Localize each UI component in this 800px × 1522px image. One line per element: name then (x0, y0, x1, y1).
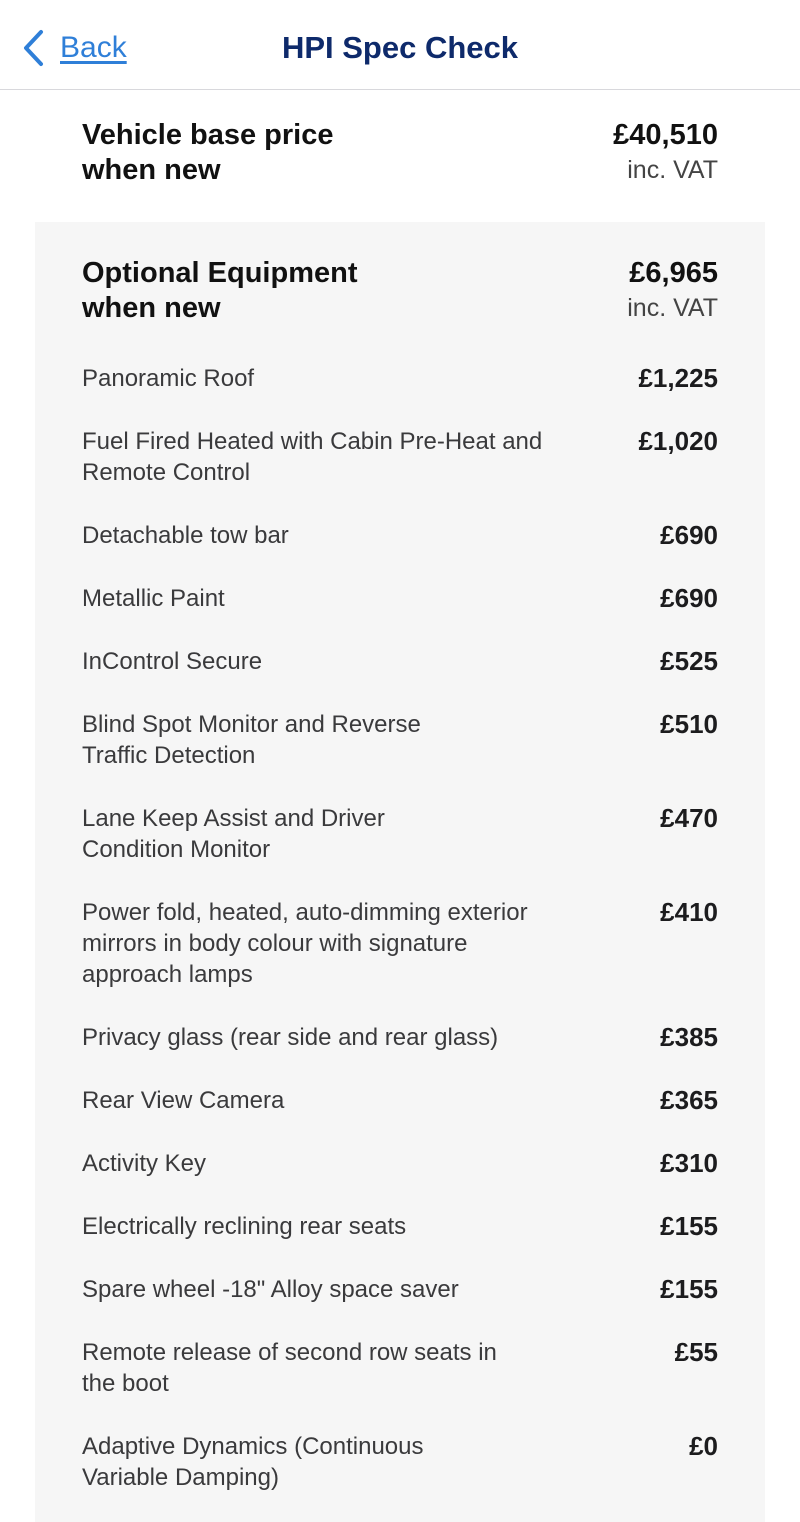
equipment-name-line: approach lamps (82, 961, 253, 988)
equipment-row (82, 897, 718, 990)
equipment-price: £55 (674, 1337, 718, 1367)
base-price-label (82, 118, 412, 188)
equipment-price: £155 (660, 1211, 718, 1241)
optional-equipment-label-line2: when new (82, 292, 221, 324)
equipment-name-line: Condition Monitor (82, 836, 271, 863)
equipment-row (82, 1085, 718, 1116)
equipment-name-line: Adaptive Dynamics (Continuous (82, 1433, 424, 1460)
base-price-value (613, 118, 718, 187)
base-price-amount: £40,510 (613, 119, 718, 151)
equipment-name (82, 520, 602, 551)
equipment-name (82, 1274, 602, 1305)
optional-equipment-panel (35, 222, 765, 1522)
equipment-price: £410 (660, 897, 718, 927)
equipment-row (82, 363, 718, 394)
equipment-row (82, 1337, 718, 1399)
base-price-label-line1: Vehicle base price (82, 119, 334, 151)
equipment-row (82, 583, 718, 614)
equipment-price: £1,020 (638, 426, 718, 456)
equipment-name (82, 646, 602, 677)
equipment-name-line: Variable Damping) (82, 1464, 279, 1491)
equipment-price: £525 (660, 646, 718, 676)
equipment-name-line: Detachable tow bar (82, 522, 289, 549)
equipment-row (82, 803, 718, 865)
equipment-name-line: Activity Key (82, 1150, 207, 1177)
optional-equipment-label-line1: Optional Equipment (82, 257, 358, 289)
equipment-name (82, 803, 602, 865)
equipment-name-line: Metallic Paint (82, 585, 225, 612)
equipment-name-line: Electrically reclining rear seats (82, 1213, 407, 1240)
equipment-price: £0 (689, 1431, 718, 1461)
back-label[interactable]: Back (60, 31, 127, 64)
equipment-price: £690 (660, 520, 718, 550)
equipment-price: £690 (660, 583, 718, 613)
equipment-name-line: Lane Keep Assist and Driver (82, 805, 385, 832)
navigation-bar (0, 0, 800, 90)
equipment-row (82, 1148, 718, 1179)
equipment-name-line: Blind Spot Monitor and Reverse (82, 711, 421, 738)
equipment-price: £310 (660, 1148, 718, 1178)
equipment-row (82, 1022, 718, 1053)
equipment-name-line: the boot (82, 1370, 169, 1397)
equipment-name-line: Spare wheel -18" Alloy space saver (82, 1276, 459, 1303)
equipment-name (82, 363, 602, 394)
equipment-name (82, 583, 602, 614)
equipment-name (82, 1085, 602, 1116)
equipment-price: £385 (660, 1022, 718, 1052)
equipment-name (82, 709, 602, 771)
base-price-vat-note: inc. VAT (627, 156, 718, 184)
equipment-price: £365 (660, 1085, 718, 1115)
equipment-name (82, 1337, 602, 1399)
equipment-name-line: Panoramic Roof (82, 365, 255, 392)
equipment-name (82, 1022, 602, 1053)
equipment-price: £155 (660, 1274, 718, 1304)
base-price-section (82, 118, 718, 188)
optional-equipment-value (627, 256, 718, 325)
equipment-name (82, 897, 602, 990)
equipment-name (82, 1148, 602, 1179)
optional-equipment-header (82, 256, 718, 326)
equipment-price: £470 (660, 803, 718, 833)
base-price-label-line2: when new (82, 154, 221, 186)
equipment-name-line: Remote release of second row seats in (82, 1339, 497, 1366)
equipment-name-line: Traffic Detection (82, 742, 256, 769)
equipment-row (82, 520, 718, 551)
optional-equipment-vat-note: inc. VAT (627, 294, 718, 322)
equipment-name (82, 1211, 602, 1242)
page-title: HPI Spec Check (281, 30, 519, 65)
equipment-row (82, 646, 718, 677)
equipment-row (82, 709, 718, 771)
equipment-name (82, 426, 602, 488)
equipment-row (82, 426, 718, 488)
equipment-name (82, 1431, 602, 1493)
optional-equipment-label (82, 256, 412, 326)
equipment-name-line: Fuel Fired Heated with Cabin Pre-Heat and (82, 428, 543, 455)
equipment-row (82, 1431, 718, 1493)
equipment-row (82, 1211, 718, 1242)
equipment-row (82, 1274, 718, 1305)
equipment-name-line: InControl Secure (82, 648, 263, 675)
equipment-price: £1,225 (638, 363, 718, 393)
equipment-name-line: mirrors in body colour with signature (82, 930, 468, 957)
equipment-name-line: Rear View Camera (82, 1087, 285, 1114)
equipment-name-line: Privacy glass (rear side and rear glass) (82, 1024, 499, 1051)
equipment-price: £510 (660, 709, 718, 739)
equipment-name-line: Power fold, heated, auto-dimming exterior (82, 899, 528, 926)
equipment-name-line: Remote Control (82, 459, 251, 486)
optional-equipment-amount: £6,965 (629, 257, 718, 289)
